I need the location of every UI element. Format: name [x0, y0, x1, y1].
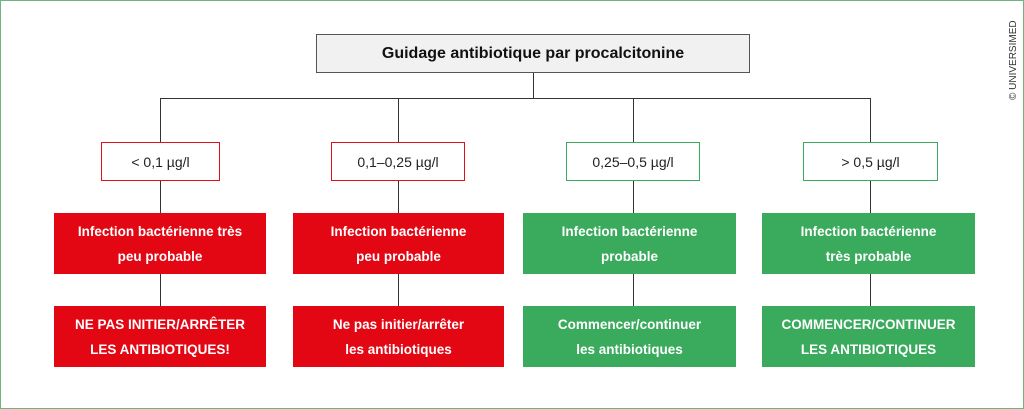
action-line: Ne pas initier/arrêter: [332, 316, 465, 332]
diagram-title: Guidage antibiotique par procalcitonine: [316, 34, 750, 73]
status-line: peu probable: [356, 248, 441, 264]
status-line: peu probable: [117, 248, 203, 264]
status-box-2: [293, 213, 504, 274]
connector-range-status-3: [633, 181, 634, 213]
status-box-1: [54, 213, 266, 274]
connector-title-down: [533, 73, 534, 99]
connector-range-status-4: [870, 181, 871, 213]
range-box-2: 0,1–0,25 µg/l: [331, 142, 465, 181]
connector-branch-1: [160, 98, 161, 142]
range-box-3: 0,25–0,5 µg/l: [566, 142, 700, 181]
action-box-4: [762, 306, 975, 367]
connector-branch-2: [398, 98, 399, 142]
status-line: Infection bactérienne: [561, 223, 698, 239]
action-line: les antibiotiques: [345, 341, 452, 357]
action-line: COMMENCER/CONTINUER: [781, 316, 956, 332]
status-line: Infection bactérienne: [800, 223, 937, 239]
action-box-1: [54, 306, 266, 367]
range-box-1: < 0,1 µg/l: [101, 142, 220, 181]
action-line: NE PAS INITIER/ARRÊTER: [74, 316, 245, 332]
status-line: probable: [600, 248, 658, 264]
status-line: très probable: [825, 248, 912, 264]
status-box-4: [762, 213, 975, 274]
action-line: LES ANTIBIOTIQUES: [800, 341, 937, 357]
copyright-label: © UNIVERSIMED: [1008, 20, 1019, 100]
connector-branch-4: [870, 98, 871, 142]
status-line: Infection bactérienne: [330, 223, 467, 239]
action-box-3: [523, 306, 736, 367]
connector-status-action-2: [398, 274, 399, 306]
connector-status-action-1: [160, 274, 161, 306]
action-line: les antibiotiques: [576, 341, 683, 357]
status-box-3: [523, 213, 736, 274]
connector-range-status-2: [398, 181, 399, 213]
connector-status-action-4: [870, 274, 871, 306]
connector-status-action-3: [633, 274, 634, 306]
action-line: LES ANTIBIOTIQUES!: [90, 341, 230, 357]
connector-range-status-1: [160, 181, 161, 213]
range-box-4: > 0,5 µg/l: [803, 142, 938, 181]
action-box-2: [293, 306, 504, 367]
action-line: Commencer/continuer: [557, 316, 702, 332]
status-line: Infection bactérienne très: [77, 223, 243, 239]
connector-horizontal: [160, 98, 871, 99]
connector-branch-3: [633, 98, 634, 142]
